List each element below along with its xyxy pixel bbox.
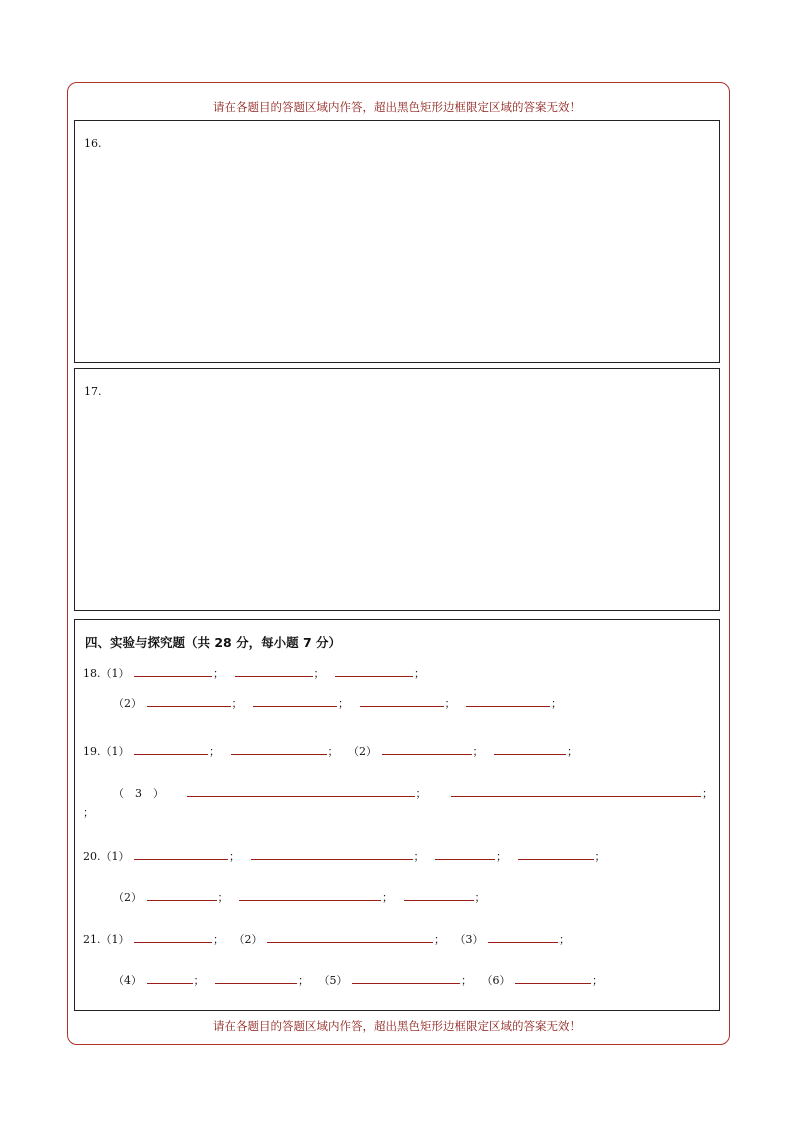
semicolon: ； (474, 891, 486, 904)
semicolon: ； (472, 745, 484, 758)
semicolon: ； (496, 850, 507, 863)
part-label: （2） (113, 891, 142, 904)
semicolon: ； (567, 745, 578, 758)
section-title: 四、实验与探究题（共 28 分，每小题 7 分） (85, 635, 342, 650)
answer-blank[interactable] (231, 744, 327, 755)
semicolon: ； (594, 850, 606, 863)
semicolon: ； (213, 667, 224, 680)
answer-blank[interactable] (134, 849, 228, 860)
answer-blank[interactable] (253, 696, 337, 707)
answer-box-17[interactable] (74, 368, 720, 611)
answer-blank[interactable] (235, 666, 313, 677)
semicolon: ； (444, 697, 456, 710)
q20-line-1 (83, 849, 606, 863)
part-label: （1） (100, 933, 130, 946)
answer-blank[interactable] (451, 786, 701, 797)
answer-blank[interactable] (404, 890, 474, 901)
q18-line-2 (113, 696, 562, 710)
part-label: （4） (113, 974, 142, 987)
notice-bottom: 请在各题目的答题区域内作答，超出黑色矩形边框限定区域的答案无效！ (213, 1019, 581, 1033)
semicolon: ； (702, 787, 713, 800)
part-label: （2） (348, 745, 377, 758)
part-label: （6） (481, 974, 511, 987)
part-label: （ 3 ） (113, 787, 164, 800)
q18-line-1 (83, 666, 425, 680)
semicolon: ； (193, 974, 205, 987)
part-label: （1） (100, 667, 130, 680)
answer-blank[interactable] (494, 744, 566, 755)
semicolon: ； (327, 745, 339, 758)
part-label: （5） (318, 974, 348, 987)
q19-line-1 (83, 744, 578, 758)
question-number-21: 21. (83, 933, 101, 946)
answer-blank[interactable] (134, 666, 212, 677)
answer-blank[interactable] (147, 696, 231, 707)
answer-box-section-4 (74, 619, 720, 1011)
part-label: （3） (454, 933, 484, 946)
semicolon: ； (413, 850, 425, 863)
semicolon: ； (592, 974, 603, 987)
notice-top: 请在各题目的答题区域内作答，超出黑色矩形边框限定区域的答案无效！ (213, 100, 581, 114)
part-label: （1） (100, 850, 130, 863)
q21-line-2 (113, 973, 603, 987)
part-label: （1） (100, 745, 130, 758)
answer-blank[interactable] (239, 890, 381, 901)
semicolon: ； (415, 787, 427, 800)
answer-blank[interactable] (215, 973, 297, 984)
question-number-17: 17. (84, 385, 102, 398)
semicolon: ； (229, 850, 240, 863)
answer-box-16[interactable] (74, 120, 720, 363)
semicolon: ； (209, 745, 220, 758)
semicolon: ； (298, 974, 309, 987)
answer-blank[interactable] (134, 744, 208, 755)
semicolon: ； (213, 933, 224, 946)
semicolon: ； (217, 891, 229, 904)
answer-blank[interactable] (360, 696, 444, 707)
question-number-20: 20. (83, 850, 101, 863)
semicolon: ； (382, 891, 393, 904)
semicolon: ； (414, 667, 425, 680)
q19-line-3 (113, 786, 713, 800)
semicolon: ； (313, 667, 325, 680)
question-number-19: 19. (83, 745, 101, 758)
answer-blank[interactable] (518, 849, 594, 860)
q20-line-2 (113, 890, 486, 904)
semicolon: ； (83, 806, 94, 819)
answer-blank[interactable] (187, 786, 415, 797)
question-number-16: 16. (84, 137, 102, 150)
stray-semicolon (83, 806, 94, 820)
answer-blank[interactable] (515, 973, 591, 984)
answer-blank[interactable] (267, 932, 433, 943)
q21-line-1 (83, 932, 570, 946)
semicolon: ； (461, 974, 472, 987)
answer-blank[interactable] (134, 932, 212, 943)
question-number-18: 18. (83, 667, 101, 680)
answer-blank[interactable] (147, 890, 217, 901)
semicolon: ； (559, 933, 570, 946)
semicolon: ； (338, 697, 349, 710)
answer-blank[interactable] (435, 849, 495, 860)
part-label: （2） (113, 697, 142, 710)
answer-blank[interactable] (335, 666, 413, 677)
semicolon: ； (231, 697, 243, 710)
answer-blank[interactable] (382, 744, 472, 755)
answer-blank[interactable] (352, 973, 460, 984)
semicolon: ； (551, 697, 562, 710)
answer-blank[interactable] (466, 696, 550, 707)
part-label: （2） (233, 933, 263, 946)
answer-blank[interactable] (488, 932, 558, 943)
semicolon: ； (434, 933, 445, 946)
answer-blank[interactable] (251, 849, 413, 860)
answer-blank[interactable] (147, 973, 193, 984)
